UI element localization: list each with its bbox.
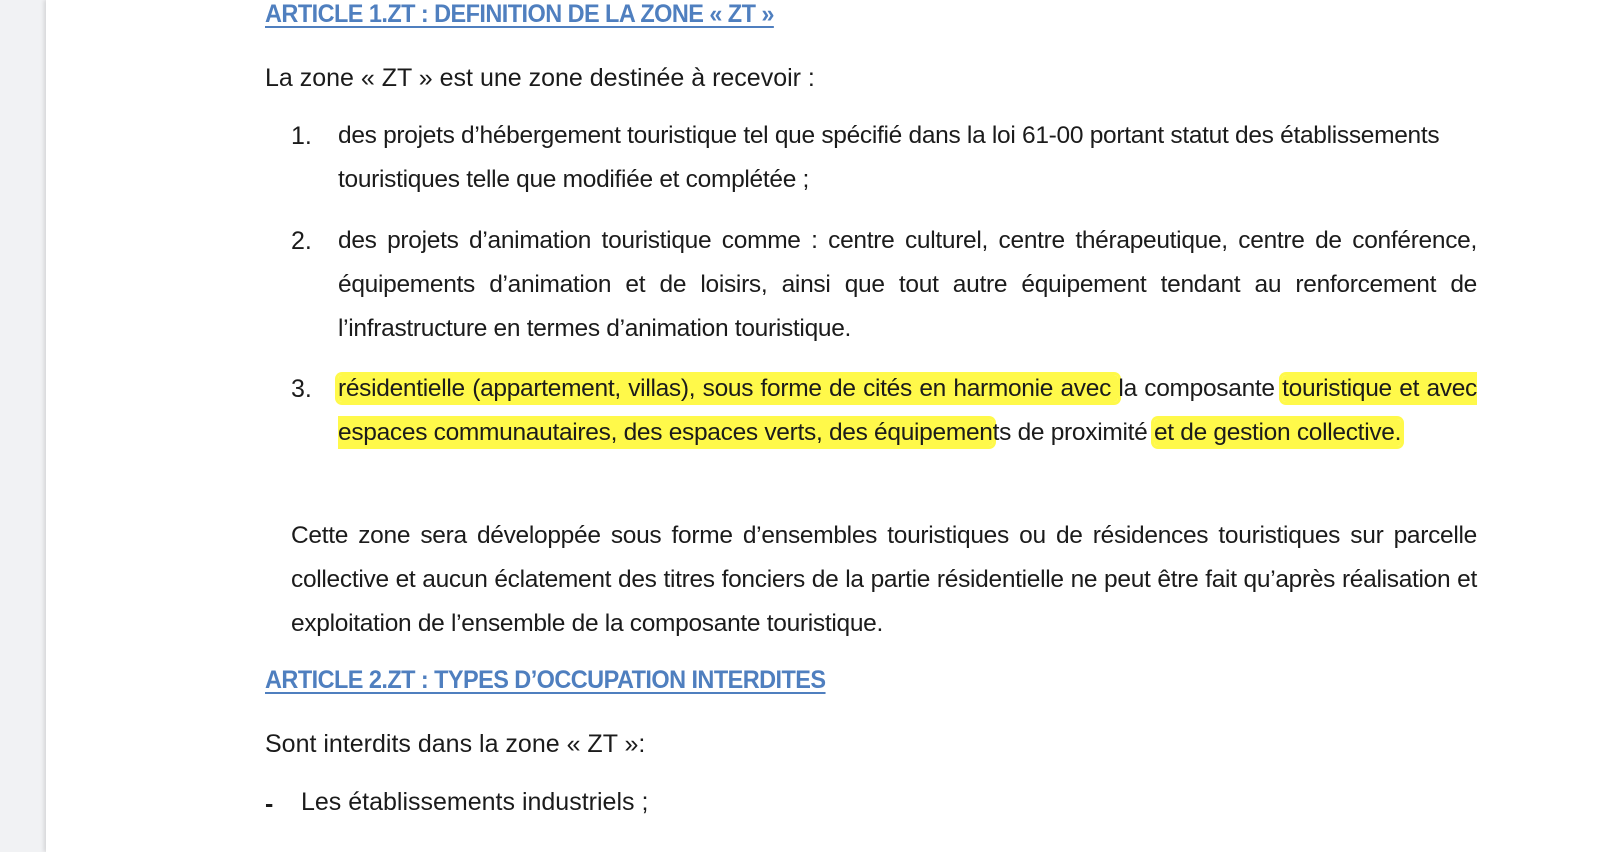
list-item-1-text: des projets d’hébergement touristique tel que spécifié dans la loi 61-00 portant statut des établissements touristiques telle que modifiée et complétée ; [338,122,1440,193]
list-item-3-text [338,367,1477,455]
article-1-closing-paragraph: Cette zone sera développée sous forme d’ensembles touristiques ou de résidences touristiques sur parcelle collective et aucun éclatement des titres fonciers de la partie résidentielle ne peut être fait qu’après réalisation et exploitation de l’ensemble de la composante touristique. [291,522,1477,637]
list-item-2-text: des projets d’animation touristique comme : centre culturel, centre thérapeutique, centre de conférence, équipements d’animation et de loisirs, ainsi que tout autre équipement tendant au renforcement de l’infrastructure en termes d’animation touristique. [338,227,1477,342]
highlighted-text: résidentielle (appartement, villas), sous forme de cités en harmonie avec [338,375,1119,402]
plain-text: la composante [1118,375,1283,402]
article-2-intro: Sont interdits dans la zone « ZT »: [265,730,646,758]
article-2-heading: ARTICLE 2.ZT : TYPES D’OCCUPATION INTERDITES [265,666,826,694]
list-item-number: 3. [291,375,312,403]
document-page [46,0,1600,852]
article-1-heading: ARTICLE 1.ZT : DEFINITION DE LA ZONE « ZT » [265,0,774,28]
article-1-intro: La zone « ZT » est une zone destinée à recevoir : [265,64,815,92]
bullet-marker: - [265,790,274,818]
bullet-item-text: Les établissements industriels ; [301,788,649,816]
highlighted-text: et de gestion collective. [1153,419,1402,446]
list-item-number: 1. [291,122,312,150]
list-item-number: 2. [291,227,312,255]
plain-text: ts de proximité [992,419,1154,446]
highlighted-text: touristique et avec espaces communautaires, des espaces verts, des équipemen [338,375,1478,446]
